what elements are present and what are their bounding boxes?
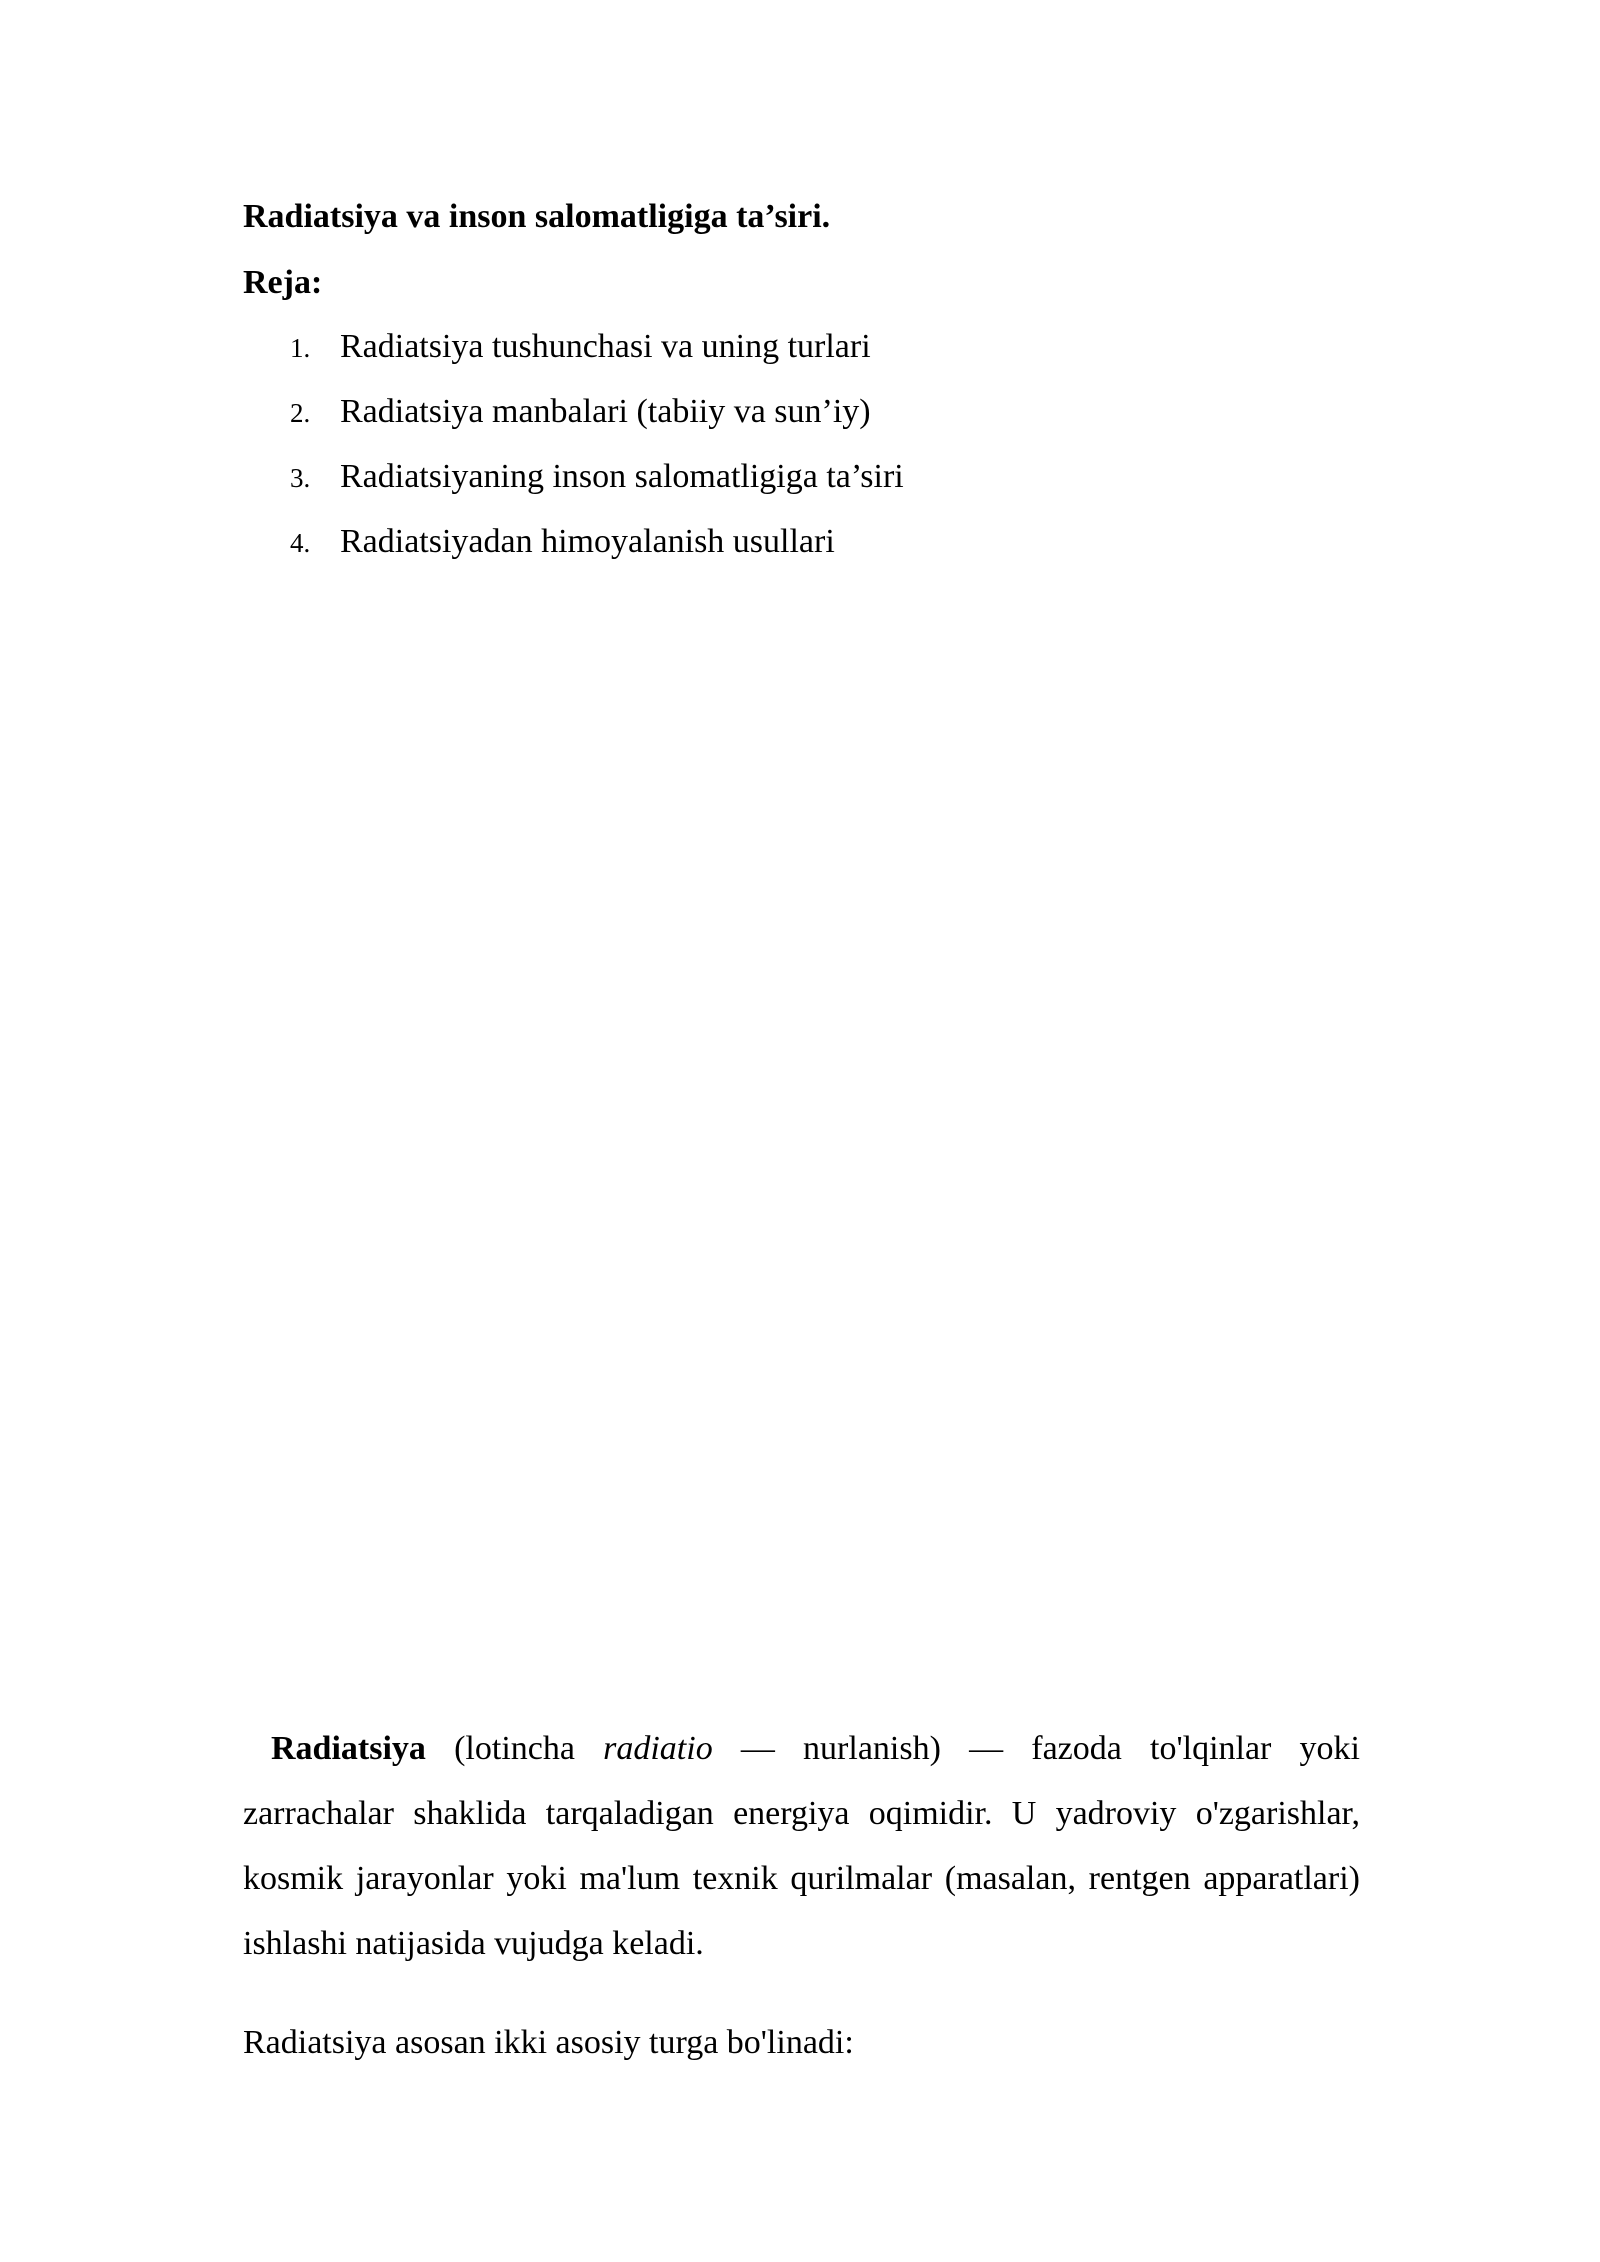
plan-item-number: 4. [290, 528, 311, 558]
plan-item [243, 453, 904, 518]
plan-list [243, 323, 904, 583]
plan-item-text: Radiatsiya tushunchasi va uning turlari [340, 328, 871, 365]
definition-latin-word: radiatio [603, 1730, 713, 1767]
plan-item-number: 3. [290, 463, 311, 493]
plan-item-text: Radiatsiyaning inson salomatligiga ta’siri [340, 458, 904, 495]
definition-open-paren: (lotincha [425, 1730, 604, 1767]
plan-item-text: Radiatsiyadan himoyalanish usullari [340, 523, 835, 560]
plan-item [243, 323, 904, 388]
plan-item [243, 518, 904, 583]
plan-heading: Reja: [243, 264, 323, 301]
plan-item-number: 2. [290, 398, 311, 428]
definition-body: — nurlanish) — fazoda to'lqinlar yoki zarrachalar shaklida tarqaladigan energiya oqimidir. U yadroviy o'zgarishlar, kosmik jarayonlar yoki ma'lum texnik qurilmalar (masalan, rentgen apparatlari) ishlashi natijasida vujudga keladi. [243, 1730, 1360, 1962]
types-intro-paragraph: Radiatsiya asosan ikki asosiy turga bo'linadi: [243, 2024, 854, 2061]
definition-paragraph [243, 1716, 1360, 1976]
plan-item-number: 1. [290, 333, 311, 363]
definition-term: Radiatsiya [271, 1730, 426, 1767]
plan-item [243, 388, 904, 453]
plan-item-text: Radiatsiya manbalari (tabiiy va sun’iy) [340, 393, 871, 430]
document-title: Radiatsiya va inson salomatligiga ta’siri. [243, 198, 831, 235]
